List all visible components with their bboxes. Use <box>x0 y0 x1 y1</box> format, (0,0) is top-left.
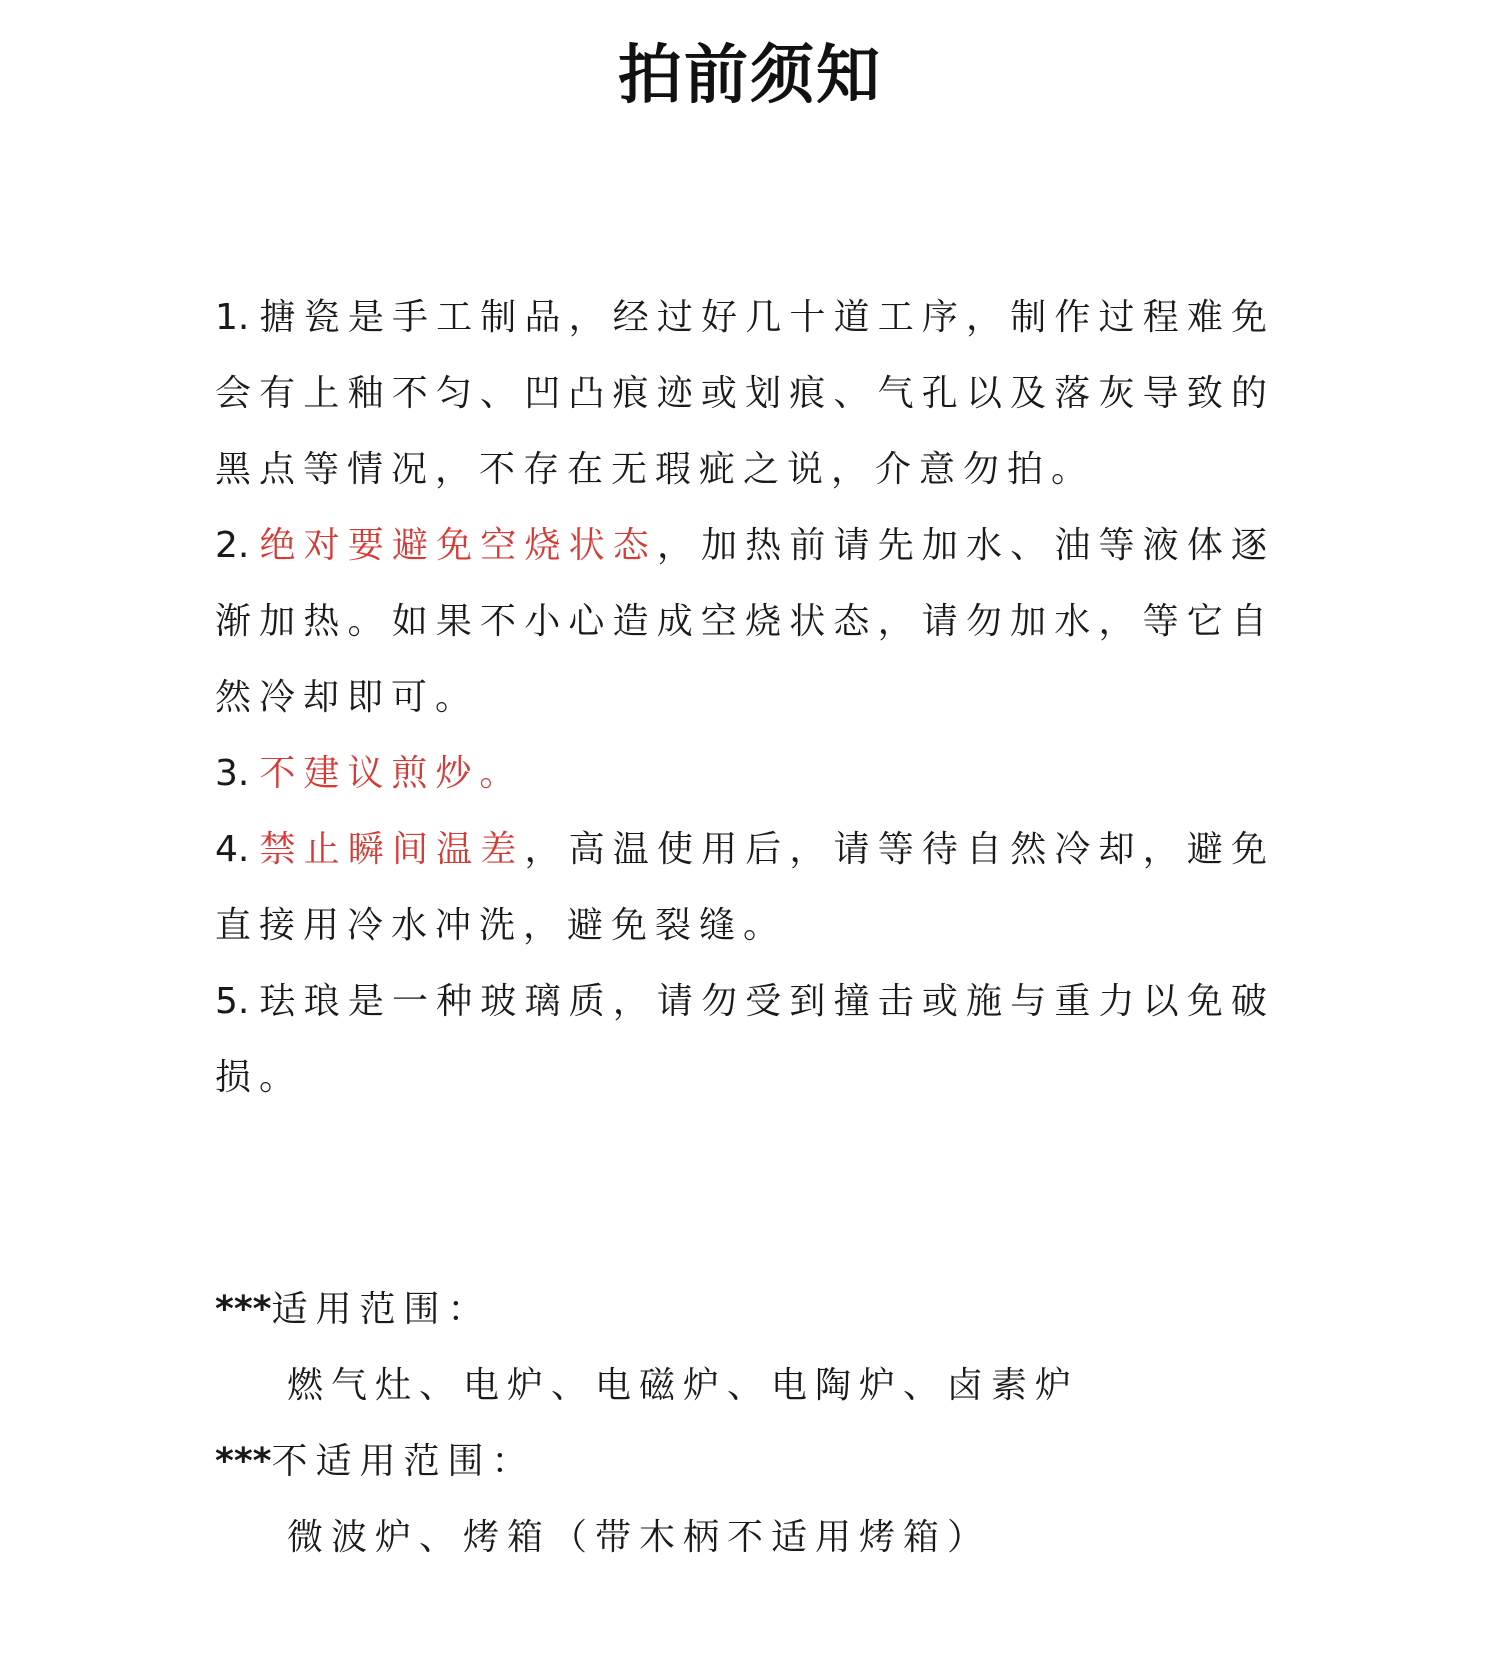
note-number: 5. <box>215 981 250 1022</box>
not-applicable-heading <box>215 1424 1275 1500</box>
note-highlight: 不建议煎炒。 <box>259 753 524 794</box>
applicable-label: 适用范围： <box>271 1289 492 1330</box>
note-item-1 <box>215 280 1275 508</box>
note-number: 3. <box>215 753 250 794</box>
note-item-5 <box>215 964 1275 1116</box>
applicable-items: 燃气灶、电炉、电磁炉、电陶炉、卤素炉 <box>287 1365 1080 1406</box>
note-highlight: 禁止瞬间温差 <box>259 829 525 870</box>
note-item-2 <box>215 508 1275 736</box>
note-text: 搪瓷是手工制品，经过好几十道工序，制作过程难免会有上釉不匀、凹凸痕迹或划痕、气孔以及落灰导致的黑点等情况，不存在无瑕疵之说，介意勿拍。 <box>215 297 1275 490</box>
note-number: 2. <box>215 525 250 566</box>
note-item-3 <box>215 736 1275 812</box>
not-applicable-items: 微波炉、烤箱（带木柄不适用烤箱） <box>287 1517 992 1558</box>
notes-list <box>215 280 1275 1116</box>
note-item-4 <box>215 812 1275 964</box>
note-text: 珐琅是一种玻璃质，请勿受到撞击或施与重力以免破损。 <box>215 981 1275 1098</box>
applicable-heading <box>215 1272 1275 1348</box>
note-number: 4. <box>215 829 250 870</box>
note-number: 1. <box>215 297 250 338</box>
note-highlight: 绝对要避免空烧状态 <box>259 525 657 566</box>
not-applicable-label: 不适用范围： <box>271 1441 536 1482</box>
note-text: ，加热前请先加水、油等液体逐渐加热。如果不小心造成空烧状态，请勿加水，等它自然冷却即可。 <box>215 525 1275 718</box>
stars-marker: *** <box>215 1289 272 1330</box>
page-title: 拍前须知 <box>618 39 882 113</box>
note-text: ，高温使用后，请等待自然冷却，避免直接用冷水冲洗，避免裂缝。 <box>215 829 1275 946</box>
stars-marker: *** <box>215 1441 272 1482</box>
usage-scope <box>215 1272 1275 1576</box>
